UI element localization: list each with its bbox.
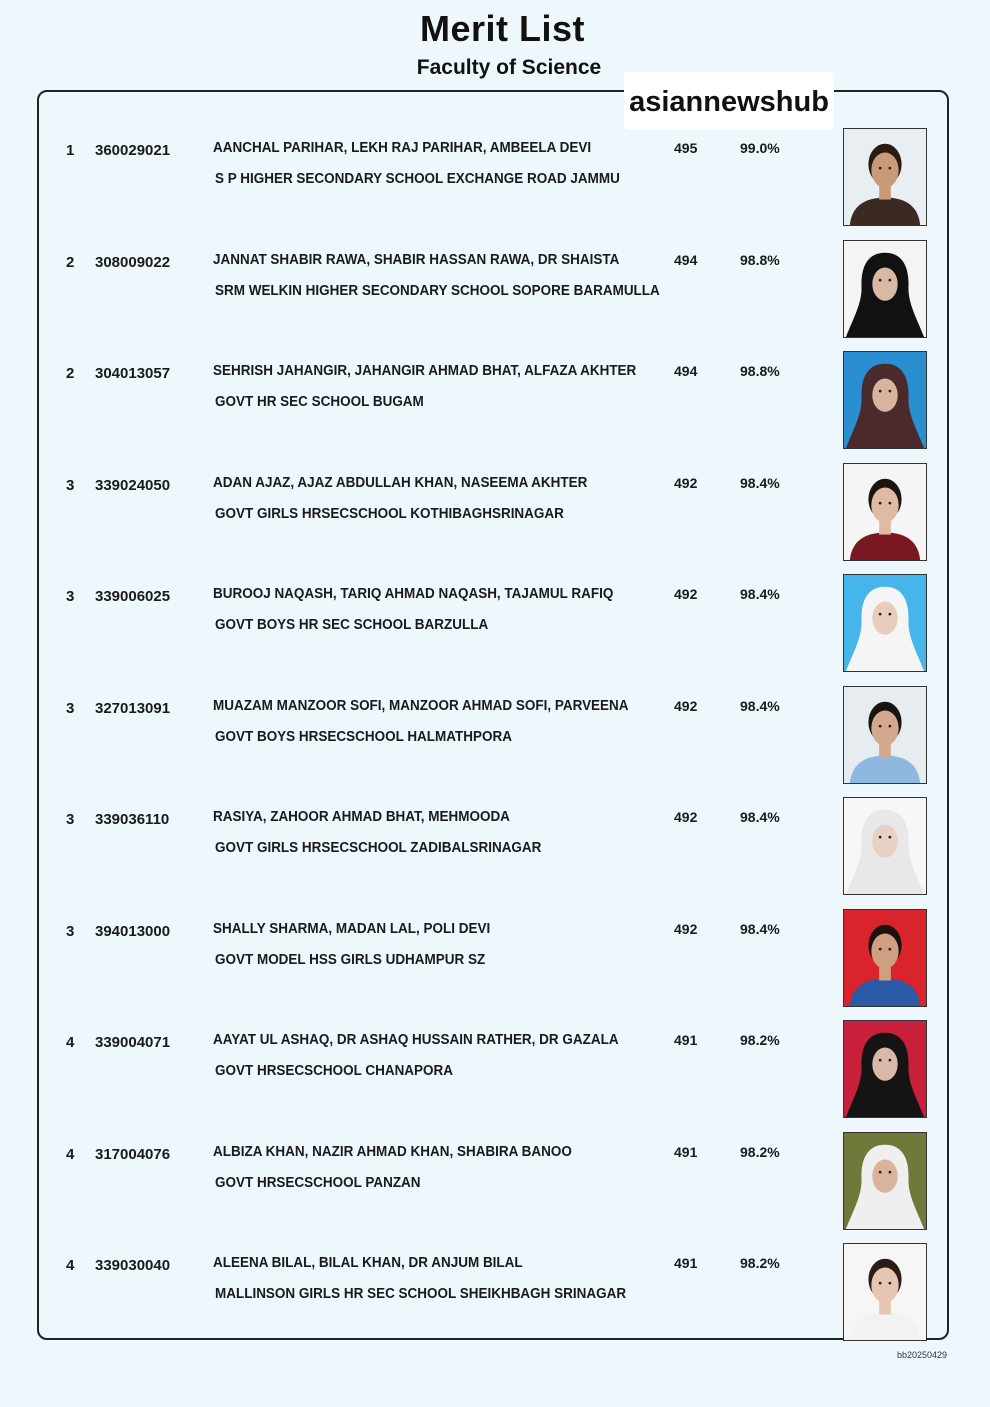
student-photo: [843, 797, 927, 895]
percentage: 98.4%: [740, 697, 780, 714]
rank: 3: [66, 922, 75, 940]
roll-number: 339024050: [95, 476, 171, 494]
student-photo: [843, 463, 927, 561]
roll-number: 339006025: [95, 588, 171, 605]
rank: 2: [66, 253, 75, 271]
student-photo: [843, 1132, 927, 1230]
watermark-logo: asiannewshub: [624, 72, 834, 130]
school-name: GOVT GIRLS HRSECSCHOOL KOTHIBAGHSRINAGAR: [215, 505, 564, 522]
student-photo: [843, 574, 927, 672]
student-names: MUAZAM MANZOOR SOFI, MANZOOR AHMAD SOFI, PARVEENA: [213, 697, 629, 714]
school-name: SRM WELKIN HIGHER SECONDARY SCHOOL SOPORE BARAMULLA: [215, 282, 660, 299]
school-name: GOVT BOYS HR SEC SCHOOL BARZULLA: [215, 617, 489, 633]
student-names: ADAN AJAZ, AJAZ ABDULLAH KHAN, NASEEMA AKHTER: [213, 474, 588, 491]
marks: 492: [674, 809, 698, 825]
marks: 494: [674, 363, 698, 379]
marks: 491: [674, 1143, 698, 1160]
marks: 491: [674, 1032, 698, 1048]
student-names: AANCHAL PARIHAR, LEKH RAJ PARIHAR, AMBEELA DEVI: [213, 140, 592, 156]
rank: 2: [66, 365, 75, 382]
list-item: [0, 899, 990, 1011]
rank: 3: [66, 588, 75, 605]
marks: 492: [674, 586, 698, 602]
roll-number: 339004071: [95, 1034, 171, 1051]
student-names: BUROOJ NAQASH, TARIQ AHMAD NAQASH, TAJAMUL RAFIQ: [213, 586, 614, 602]
roll-number: 304013057: [95, 365, 171, 382]
student-names: AAYAT UL ASHAQ, DR ASHAQ HUSSAIN RATHER, DR GAZALA: [213, 1032, 619, 1048]
roll-number: 327013091: [95, 699, 171, 717]
student-photo: [843, 240, 927, 338]
roll-number: 360029021: [95, 142, 171, 159]
student-photo: [843, 351, 927, 449]
student-photo: [843, 686, 927, 784]
marks: 492: [674, 920, 698, 937]
list-item: [0, 1122, 990, 1234]
list-item: [0, 453, 990, 565]
percentage: 98.4%: [740, 586, 780, 602]
roll-number: 339036110: [95, 811, 170, 828]
rank: 1: [66, 142, 75, 159]
percentage: 98.8%: [740, 251, 780, 268]
percentage: 98.2%: [740, 1032, 780, 1048]
percentage: 98.2%: [740, 1255, 780, 1271]
list-item: [0, 1233, 990, 1345]
school-name: GOVT MODEL HSS GIRLS UDHAMPUR SZ: [215, 951, 486, 968]
student-names: SHALLY SHARMA, MADAN LAL, POLI DEVI: [213, 920, 491, 937]
school-name: GOVT HRSECSCHOOL CHANAPORA: [215, 1063, 454, 1079]
roll-number: 317004076: [95, 1145, 171, 1163]
document-code: bb20250429: [897, 1350, 948, 1360]
student-photo: [843, 909, 927, 1007]
roll-number: 339030040: [95, 1257, 171, 1274]
rank: 4: [66, 1034, 75, 1051]
list-item: [0, 230, 990, 342]
school-name: S P HIGHER SECONDARY SCHOOL EXCHANGE ROAD JAMMU: [215, 171, 620, 187]
percentage: 98.4%: [740, 809, 780, 825]
list-item: [0, 1010, 990, 1122]
student-photo: [843, 1243, 927, 1341]
percentage: 99.0%: [740, 140, 780, 156]
student-names: JANNAT SHABIR RAWA, SHABIR HASSAN RAWA, DR SHAISTA: [213, 251, 620, 268]
list-item: [0, 787, 990, 899]
marks: 491: [674, 1255, 698, 1271]
student-names: ALEENA BILAL, BILAL KHAN, DR ANJUM BILAL: [213, 1255, 523, 1271]
page-subtitle: Faculty of Science: [416, 56, 602, 79]
list-item: [0, 118, 990, 230]
percentage: 98.4%: [740, 920, 780, 937]
student-photo: [843, 128, 927, 226]
percentage: 98.4%: [740, 474, 780, 491]
rank: 4: [66, 1257, 75, 1274]
student-names: ALBIZA KHAN, NAZIR AHMAD KHAN, SHABIRA BANOO: [213, 1143, 572, 1160]
list-item: [0, 341, 990, 453]
percentage: 98.8%: [740, 363, 780, 379]
student-names: SEHRISH JAHANGIR, JAHANGIR AHMAD BHAT, ALFAZA AKHTER: [213, 363, 637, 379]
school-name: GOVT HR SEC SCHOOL BUGAM: [215, 394, 424, 410]
school-name: MALLINSON GIRLS HR SEC SCHOOL SHEIKHBAGH SRINAGAR: [215, 1286, 627, 1302]
rank: 3: [66, 699, 75, 717]
student-photo: [843, 1020, 927, 1118]
roll-number: 394013000: [95, 922, 171, 940]
marks: 495: [674, 140, 698, 156]
marks: 492: [674, 697, 698, 714]
school-name: GOVT HRSECSCHOOL PANZAN: [215, 1174, 421, 1191]
roll-number: 308009022: [95, 253, 171, 271]
marks: 494: [674, 251, 698, 268]
rank: 4: [66, 1145, 75, 1163]
rank: 3: [66, 811, 75, 828]
list-item: [0, 564, 990, 676]
page-title: Merit List: [419, 8, 585, 49]
school-name: GOVT GIRLS HRSECSCHOOL ZADIBALSRINAGAR: [215, 840, 542, 856]
school-name: GOVT BOYS HRSECSCHOOL HALMATHPORA: [215, 728, 512, 745]
percentage: 98.2%: [740, 1143, 780, 1160]
list-item: [0, 676, 990, 788]
rank: 3: [66, 476, 75, 494]
marks: 492: [674, 474, 698, 491]
student-names: RASIYA, ZAHOOR AHMAD BHAT, MEHMOODA: [213, 809, 510, 825]
